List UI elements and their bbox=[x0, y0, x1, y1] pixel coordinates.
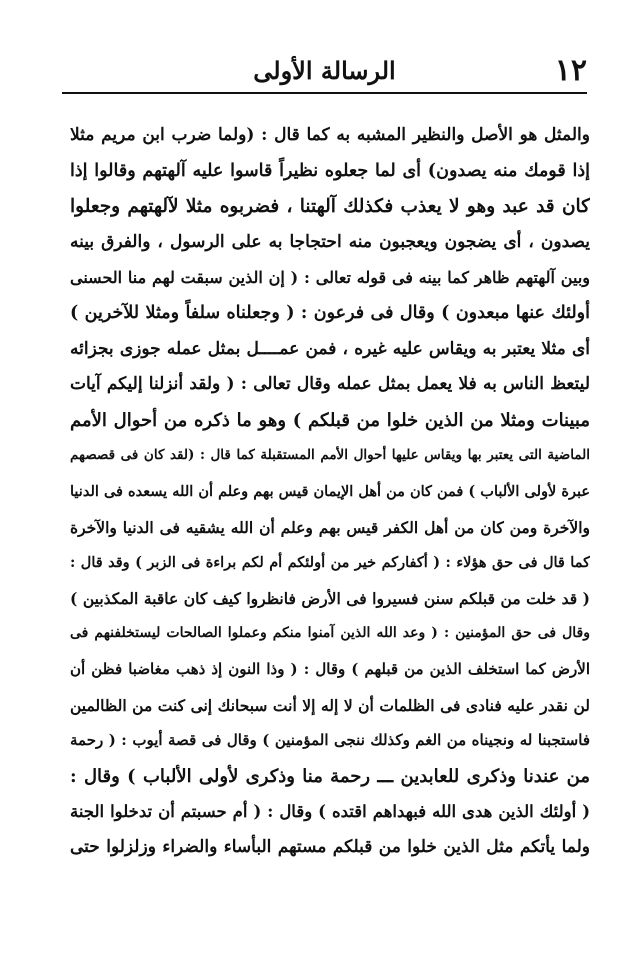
text-line: فاستجبنا له ونجيناه من الغم وكذلك ننجى المؤمنين ) وقال فى قصة أيوب : ( رحمة bbox=[70, 731, 590, 750]
text-line: كان قد عبد وهو لا يعذب فكذلك آلهتنا ، فضربوه مثلا لآلهتهم وجعلوا bbox=[70, 196, 590, 218]
text-line: إذا قومك منه يصدون) أى لما جعلوه نظيراً قاسوا عليه آلهتهم وقالوا إذا bbox=[70, 160, 590, 181]
text-line: وبين آلهتهم ظاهر كما بينه فى قوله تعالى : ( إن الذين سبقت لهم منا الحسنى bbox=[70, 268, 590, 288]
text-line: ( أولئك الذين هدى الله فبهداهم اقتده ) وقال : ( أم حسبتم أن تدخلوا الجنة bbox=[70, 802, 590, 822]
page-number: ١٢ bbox=[554, 53, 587, 88]
text-line: يصدون ، أى يضجون ويعجبون منه احتجاجا به على الرسول ، والفرق بينه bbox=[70, 231, 590, 252]
text-line: كما قال فى حق هؤلاء : ( أكفاركم خير من أولئكم أم لكم براءة فى الزبر ) وقد قال : bbox=[70, 554, 590, 572]
text-line: الماضية التى يعتبر بها ويقاس عليها أحوال الأمم المستقبلة كما قال : (لقد كان فى قصصهم bbox=[70, 447, 590, 464]
text-line: والآخرة ومن كان من أهل الكفر قيس بهم وعلم أن الله يشقيه فى الدنيا والآخرة bbox=[70, 517, 590, 537]
text-line: الأرض كما استخلف الذين من قبلهم ) وقال : ( وذا النون إذ ذهب مغاضبا فظن أن bbox=[70, 659, 590, 678]
text-line: أولئك عنها مبعدون ) وقال فى فرعون : ( وجعلناه سلفاً ومثلا للآخرين ) bbox=[70, 302, 590, 323]
body-text bbox=[70, 118, 590, 865]
text-line: عبرة لأولى الألباب ) فمن كان من أهل الإيمان قيس بهم وعلم أن الله يسعده فى الدنيا bbox=[70, 482, 590, 500]
text-line: من عندنا وذكرى للعابدين ـــ رحمة منا وذكرى لأولى الألباب ) وقال : bbox=[70, 765, 590, 787]
text-line: أى مثلا يعتبر به ويقاس عليه غيره ، فمن عمــــل بمثل عمله جوزى بجزائه bbox=[70, 338, 590, 359]
text-line: مبينات ومثلا من الذين خلوا من قبلكم ) وهو ما ذكره من أحوال الأمم bbox=[70, 409, 590, 431]
text-line: لن نقدر عليه فنادى فى الظلمات أن لا إله إلا أنت سبحانك إنى كنت من الظالمين bbox=[70, 695, 590, 715]
running-title: الرسالة الأولى bbox=[253, 56, 396, 85]
text-line: وقال فى حق المؤمنين : ( وعد الله الذين آمنوا منكم وعملوا الصالحات ليستخلفنهم فى bbox=[70, 625, 590, 642]
text-line: ( قد خلت من قبلكم سنن فسيروا فى الأرض فانظروا كيف كان عاقبة المكذبين ) bbox=[70, 588, 590, 608]
page-header bbox=[62, 52, 587, 92]
text-line: ليتعظ الناس به فلا يعمل بمثل عمله وقال تعالى : ( ولقد أنزلنا إليكم آيات bbox=[70, 374, 590, 395]
text-line: والمثل هو الأصل والنظير المشبه به كما قال : (ولما ضرب ابن مريم مثلا bbox=[70, 125, 590, 145]
text-line: ولما يأتكم مثل الذين خلوا من قبلكم مستهم البأساء والضراء وزلزلوا حتى bbox=[70, 836, 590, 857]
header-rule bbox=[62, 92, 587, 94]
